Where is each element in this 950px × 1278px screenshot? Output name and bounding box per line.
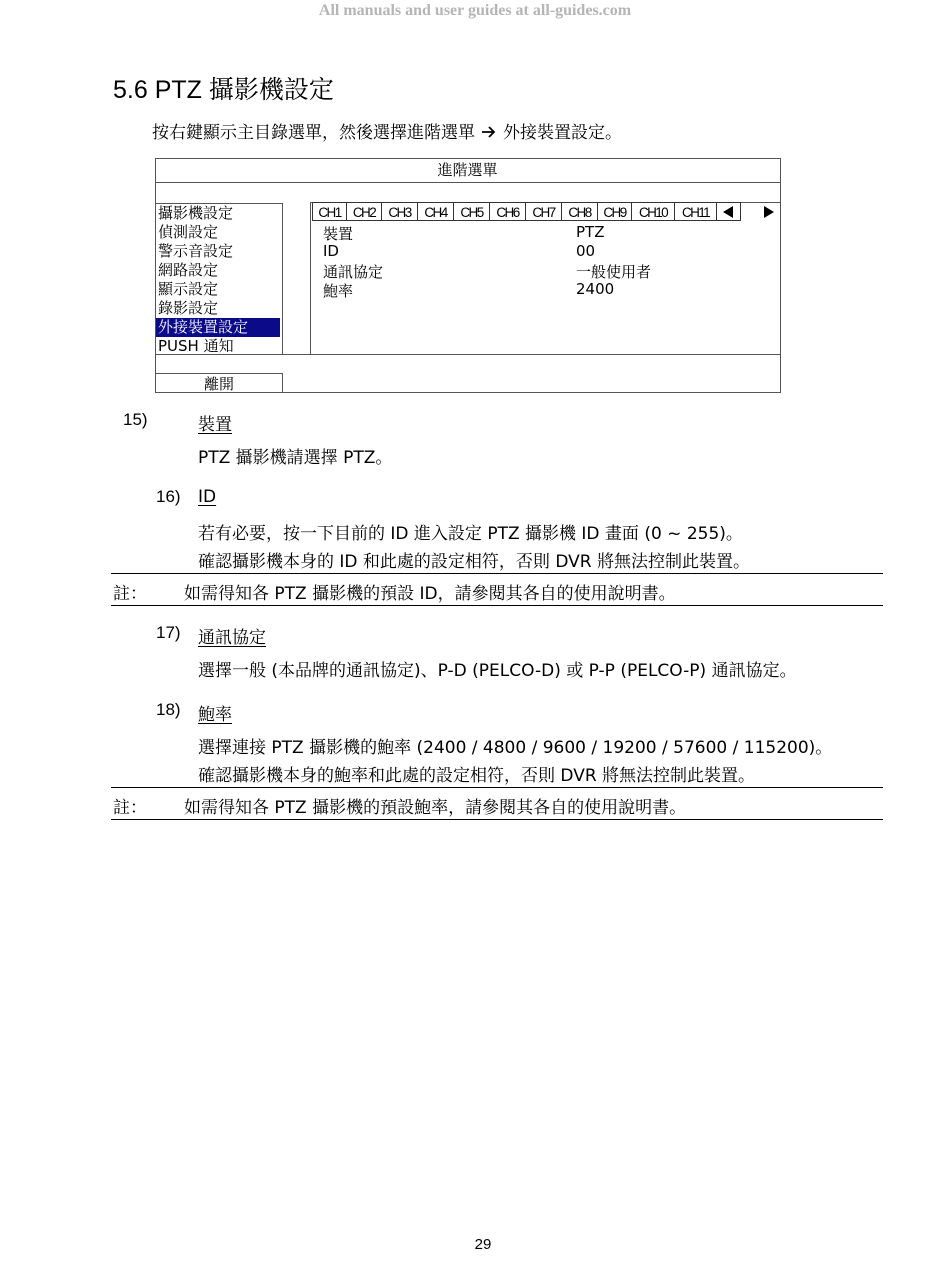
field-label-baud-rate: 鮑率: [323, 282, 354, 300]
item-text: 確認攝影機本身的鮑率和此處的設定相符，否則 DVR 將無法控制此裝置。: [198, 766, 756, 786]
item-heading: 鮑率: [198, 705, 232, 725]
item-number: 18): [156, 700, 181, 719]
note-label: 註：: [113, 584, 147, 604]
item-text: 選擇一般 (本品牌的通訊協定)、P-D (PELCO-D) 或 P-P (PELCO-P) 通訊協定。: [198, 661, 797, 681]
tab-next-button[interactable]: [757, 202, 779, 221]
item-text: 選擇連接 PTZ 攝影機的鮑率 (2400 / 4800 / 9600 / 19200 / 57600 / 115200)。: [198, 738, 833, 758]
field-value-protocol[interactable]: 一般使用者: [576, 263, 652, 281]
intro-paragraph: [152, 118, 622, 143]
tab-ch10[interactable]: CH10: [632, 202, 675, 221]
menu-list: [155, 203, 283, 355]
item-number: 17): [156, 623, 181, 642]
item-number: 16): [156, 487, 181, 506]
menu-title: 進階選單: [155, 158, 780, 183]
field-value-id[interactable]: 00: [576, 242, 596, 260]
intro-target: 外接裝置設定。: [503, 123, 622, 143]
item-text: 若有必要，按一下目前的 ID 進入設定 PTZ 攝影機 ID 畫面 (0 ~ 255)。: [198, 524, 743, 544]
menu-item-external-device[interactable]: 外接裝置設定: [156, 318, 280, 337]
field-label-id: ID: [323, 242, 339, 260]
note-rule-top: [111, 573, 883, 574]
menu-item-record-setting[interactable]: 錄影設定: [158, 299, 219, 317]
tab-ch6[interactable]: CH6: [490, 202, 526, 221]
item-heading: ID: [198, 487, 217, 507]
tab-prev-button[interactable]: [717, 202, 741, 221]
menu-item-display-setting[interactable]: 顯示設定: [158, 280, 219, 298]
intro-text: 按右鍵顯示主目錄選單，然後選擇進階選單: [152, 123, 475, 143]
tab-ch7[interactable]: CH7: [526, 202, 562, 221]
note-rule-bottom: [111, 605, 883, 606]
menu-item-detection-setting[interactable]: 偵測設定: [158, 223, 219, 241]
field-label-protocol: 通訊協定: [323, 263, 384, 281]
menu-item-push-notification[interactable]: PUSH 通知: [158, 337, 234, 355]
item-text: PTZ 攝影機請選擇 PTZ。: [198, 448, 393, 468]
tab-ch9[interactable]: CH9: [598, 202, 632, 221]
menu-item-network-setting[interactable]: 網路設定: [158, 261, 219, 279]
arrow-right-icon: [762, 205, 776, 219]
field-value-device[interactable]: PTZ: [576, 223, 605, 241]
field-value-baud-rate[interactable]: 2400: [576, 280, 615, 298]
tab-ch8[interactable]: CH8: [562, 202, 598, 221]
menu-item-camera-setting[interactable]: 攝影機設定: [158, 204, 234, 222]
page-number: 29: [474, 1236, 492, 1253]
watermark: All manuals and user guides at all-guides.com: [318, 2, 632, 19]
exit-button[interactable]: 離開: [155, 373, 283, 392]
note-text: 如需得知各 PTZ 攝影機的預設鮑率，請參閱其各自的使用說明書。: [184, 798, 687, 818]
tab-ch2[interactable]: CH2: [347, 202, 382, 221]
section-title: 5.6 PTZ 攝影機設定: [113, 76, 334, 104]
note-text: 如需得知各 PTZ 攝影機的預設 ID，請參閱其各自的使用說明書。: [184, 584, 676, 604]
tab-ch3[interactable]: CH3: [382, 202, 418, 221]
item-heading: 裝置: [198, 415, 232, 435]
note-rule-bottom: [111, 819, 883, 820]
item-number: 15): [123, 410, 148, 429]
note-rule-top: [111, 787, 883, 788]
tab-ch5[interactable]: CH5: [454, 202, 490, 221]
item-heading: 通訊協定: [198, 628, 266, 648]
field-label-device: 裝置: [323, 225, 354, 243]
tab-ch11[interactable]: CH11: [675, 202, 717, 221]
tab-ch1[interactable]: CH1: [312, 202, 347, 221]
item-text: 確認攝影機本身的 ID 和此處的設定相符，否則 DVR 將無法控制此裝置。: [198, 552, 750, 572]
tab-ch4[interactable]: CH4: [418, 202, 454, 221]
right-arrow-icon: [481, 125, 497, 139]
arrow-left-icon: [721, 205, 735, 219]
note-label: 註：: [113, 798, 147, 818]
menu-item-alert-setting[interactable]: 警示音設定: [158, 242, 234, 260]
